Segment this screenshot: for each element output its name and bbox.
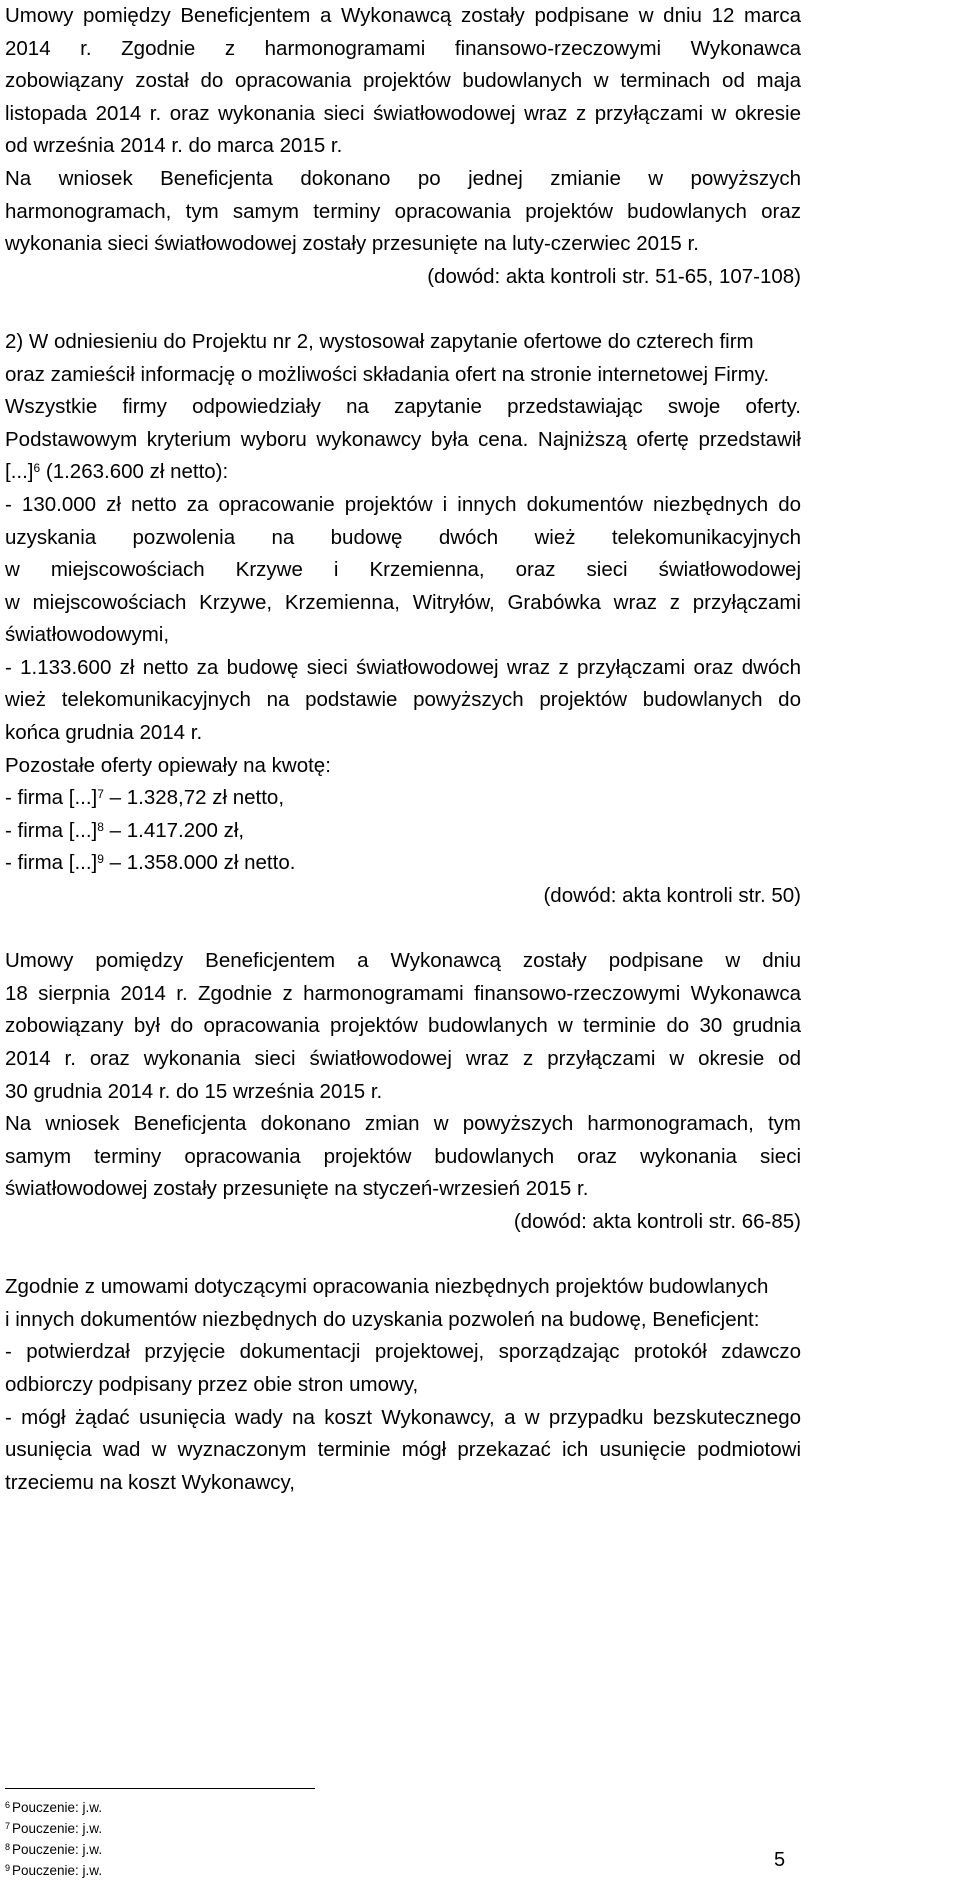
- text-line: od września 2014 r. do marca 2015 r.: [5, 134, 343, 158]
- text-line: w miejscowościach Krzywe, Krzemienna, Witryłów, Grabówka wraz z przyłączami: [5, 590, 801, 614]
- text-line: zobowiązany był do opracowania projektów budowlanych w terminie do 30 grudnia: [5, 1014, 801, 1038]
- offer-amount: – 1.417.200 zł,: [103, 818, 245, 842]
- text-line: usunięcia wad w wyznaczonym terminie mógł przekazać ich usunięcie podmiotowi: [5, 1438, 801, 1462]
- text-line: odbiorczy podpisany przez obie stron umowy,: [5, 1372, 419, 1396]
- footnote-reference: 7: [97, 787, 104, 802]
- text-line: uzyskania pozwolenia na budowę dwóch wież telekomunikacyjnych: [5, 525, 801, 549]
- paragraph-schedule-change-2: [5, 1108, 801, 1206]
- text-line: Wszystkie firmy odpowiedziały na zapytanie przedstawiając swoje oferty.: [5, 395, 801, 419]
- paragraph-beneficiary-rights: [5, 1271, 801, 1499]
- evidence-reference: (dowód: akta kontroli str. 66-85): [513, 1209, 801, 1233]
- footnote-reference: 9: [97, 852, 104, 867]
- text-line: zobowiązany został do opracowania projektów budowlanych w terminach od maja: [5, 69, 801, 93]
- other-offer-item: [5, 815, 801, 848]
- offer-item-construction: [5, 652, 801, 750]
- paragraph-schedule-change-1: [5, 163, 801, 261]
- text-line: 2014 r. oraz wykonania sieci światłowodowej wraz z przyłączami w okresie od: [5, 1047, 801, 1070]
- section-project-2: [5, 326, 801, 489]
- text-line: końca grudnia 2014 r.: [5, 721, 203, 745]
- evidence-reference: (dowód: akta kontroli str. 51-65, 107-108): [427, 264, 801, 288]
- lowest-offer-line: [5, 456, 801, 489]
- text-line: 2014 r. Zgodnie z harmonogramami finansowo-rzeczowymi Wykonawca: [5, 36, 801, 60]
- footnote-item: [5, 1837, 705, 1858]
- text-line: oraz zamieścił informację o możliwości składania ofert na stronie internetowej Firmy.: [5, 362, 770, 386]
- redaction-mark: [...]: [5, 460, 34, 484]
- text-line: trzeciemu na koszt Wykonawcy,: [5, 1470, 295, 1494]
- offer-amount: – 1.328,72 zł netto,: [103, 786, 285, 810]
- other-offer-item: [5, 782, 801, 815]
- offer-firm: - firma [...]: [5, 818, 98, 842]
- spacer: [5, 913, 801, 946]
- footnote-number: 6: [5, 1800, 11, 1810]
- text-line: - 1.133.600 zł netto za budowę sieci światłowodowej wraz z przyłączami oraz dwóch: [5, 655, 801, 679]
- paragraph-contract-dates-1: [5, 0, 801, 163]
- text-line: samym terminy opracowania projektów budowlanych oraz wykonania sieci: [5, 1144, 801, 1168]
- evidence-reference: (dowód: akta kontroli str. 50): [543, 884, 801, 908]
- text-line: światłowodowej zostały przesunięte na styczeń-wrzesień 2015 r.: [5, 1177, 589, 1201]
- text-line: i innych dokumentów niezbędnych do uzyskania pozwoleń na budowę, Beneficjent:: [5, 1307, 760, 1331]
- text-line: 30 grudnia 2014 r. do 15 września 2015 r.: [5, 1079, 383, 1103]
- text-line: Na wniosek Beneficjenta dokonano zmian w powyższych harmonogramach, tym: [5, 1112, 801, 1136]
- text-line: Umowy pomiędzy Beneficjentem a Wykonawcą zostały podpisane w dniu 12 marca: [5, 4, 801, 27]
- footnote-reference: 6: [33, 461, 41, 476]
- text-line: Umowy pomiędzy Beneficjentem a Wykonawcą zostały podpisane w dniu: [5, 949, 801, 973]
- other-offers-heading: Pozostałe oferty opiewały na kwotę:: [5, 753, 331, 777]
- text-line: Zgodnie z umowami dotyczącymi opracowania niezbędnych projektów budowlanych: [5, 1275, 769, 1299]
- text-line: listopada 2014 r. oraz wykonania sieci światłowodowej wraz z przyłączami w okresie: [5, 101, 801, 125]
- text-line: - mógł żądać usunięcia wady na koszt Wykonawcy, a w przypadku bezskutecznego: [5, 1405, 801, 1429]
- footnote-text: Pouczenie: j.w.: [12, 1800, 103, 1815]
- main-text: [5, 0, 801, 1499]
- text-line: - 130.000 zł netto za opracowanie projektów i innych dokumentów niezbędnych do: [5, 492, 801, 516]
- footnote-number: 7: [5, 1821, 11, 1831]
- spacer: [5, 1239, 801, 1272]
- page-number: 5: [774, 1849, 786, 1871]
- text-line: wykonania sieci światłowodowej zostały przesunięte na luty-czerwiec 2015 r.: [5, 232, 699, 256]
- offer-firm: - firma [...]: [5, 851, 98, 875]
- text-line: światłowodowymi,: [5, 623, 170, 647]
- text-line: wież telekomunikacyjnych na podstawie powyższych projektów budowlanych do: [5, 688, 801, 712]
- text-line: Podstawowym kryterium wyboru wykonawcy była cena. Najniższą ofertę przedstawił: [5, 427, 801, 451]
- spacer: [5, 293, 801, 326]
- footnote-text: Pouczenie: j.w.: [12, 1842, 103, 1857]
- footnote-reference: 8: [97, 819, 104, 834]
- footnote-item: [5, 1795, 705, 1816]
- text-line: - potwierdzał przyjęcie dokumentacji projektowej, sporządzając protokół zdawczo: [5, 1340, 801, 1364]
- footnote-number: 9: [5, 1863, 11, 1873]
- text-line: 2) W odniesieniu do Projektu nr 2, wystosował zapytanie ofertowe do czterech firm: [5, 329, 754, 353]
- footnote-item: [5, 1816, 705, 1837]
- text-line: w miejscowościach Krzywe i Krzemienna, oraz sieci światłowodowej: [5, 558, 801, 582]
- offer-amount: – 1.358.000 zł netto.: [103, 851, 296, 875]
- paragraph-contract-dates-2: [5, 945, 801, 1108]
- offer-item-design: [5, 489, 801, 652]
- footnote-number: 8: [5, 1842, 11, 1852]
- other-offer-item: [5, 847, 801, 880]
- offer-total: (1.263.600 zł netto):: [40, 460, 229, 484]
- other-offers-list: [5, 782, 801, 880]
- text-line: 18 sierpnia 2014 r. Zgodnie z harmonogramami finansowo-rzeczowymi Wykonawca: [5, 981, 801, 1005]
- footnotes: [5, 1795, 705, 1879]
- offer-firm: - firma [...]: [5, 786, 98, 810]
- text-line: Na wniosek Beneficjenta dokonano po jednej zmianie w powyższych: [5, 166, 801, 190]
- text-line: harmonogramach, tym samym terminy opracowania projektów budowlanych oraz: [5, 199, 801, 223]
- footnote-item: [5, 1858, 705, 1879]
- footnote-text: Pouczenie: j.w.: [12, 1863, 103, 1878]
- footnote-text: Pouczenie: j.w.: [12, 1821, 103, 1836]
- footnote-divider: [5, 1788, 315, 1789]
